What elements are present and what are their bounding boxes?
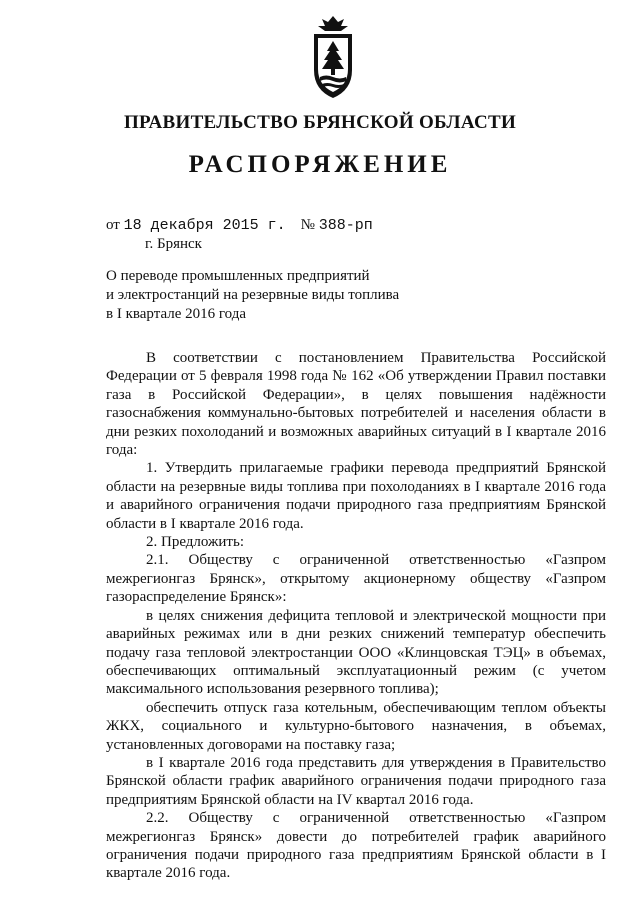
document-city: г. Брянск xyxy=(145,236,202,252)
document-type-title: РАСПОРЯЖЕНИЕ xyxy=(188,151,452,178)
organization-title: ПРАВИТЕЛЬСТВО БРЯНСКОЙ ОБЛАСТИ xyxy=(123,112,517,133)
body-paragraph: обеспечить отпуск газа котельным, обеспечивающим теплом объекты ЖКХ, социального и культурно-бытового назначения, в объемах, установленных договорами на поставку газа; xyxy=(106,699,606,753)
date-prefix: от xyxy=(106,217,120,233)
date-line xyxy=(106,217,373,234)
body-paragraph: 1. Утвердить прилагаемые графики перевода предприятий Брянской области на резервные виды топлива при похолоданиях в I квартале 2016 года и аварийного ограничения подачи природного газа предприятиям Брянской области в I квартале 2016 года. xyxy=(106,460,606,532)
document-date: 18 декабря 2015 г. xyxy=(123,217,286,234)
subject-line: О переводе промышленных предприятий xyxy=(106,268,370,284)
coat-of-arms-icon xyxy=(308,14,358,100)
subject-block xyxy=(106,267,446,324)
body-paragraph: 2.1. Обществу с ограниченной ответственностью «Газпром межрегионгаз Брянск», открытому акционерному обществу «Газпром газораспределение Брянск»: xyxy=(106,552,606,606)
document-body xyxy=(106,349,606,883)
number-sign: № xyxy=(300,217,315,233)
body-paragraph: в I квартале 2016 года представить для утверждения в Правительство Брянской области график аварийного ограничения подачи природного газа предприятиям Брянской области на IV квартал 2016 года. xyxy=(106,754,606,808)
body-paragraph: 2. Предложить: xyxy=(146,534,244,551)
document-number: 388-рп xyxy=(318,217,373,234)
body-paragraph: 2.2. Обществу с ограниченной ответственностью «Газпром межрегионгаз Брянск» довести до потребителей график аварийного ограничения подачи природного газа предприятиям Брянской области в I квартале 2016 года. xyxy=(106,810,606,882)
body-paragraph: в целях снижения дефицита тепловой и электрической мощности при аварийных режимах или в дни резких снижений температур обеспечить подачу газа тепловой электростанции ООО «Клинцовская ТЭЦ» в объемах, обеспечивающих оптимальный эксплуатационный режим (с учетом максимального использования резервного топлива); xyxy=(106,607,606,698)
subject-line: и электростанций на резервные виды топлива xyxy=(106,287,400,303)
subject-line: в I квартале 2016 года xyxy=(106,306,247,322)
body-paragraph: В соответствии с постановлением Правительства Российской Федерации от 5 февраля 1998 года № 162 «Об утверждении Правил поставки газа в Российской Федерации», в целях повышения надёжности газоснабжения коммунально-бытовых потребителей и населения области в дни резких похолоданий и возможных аварийных ситуаций в I квартале 2016 года: xyxy=(106,350,606,459)
